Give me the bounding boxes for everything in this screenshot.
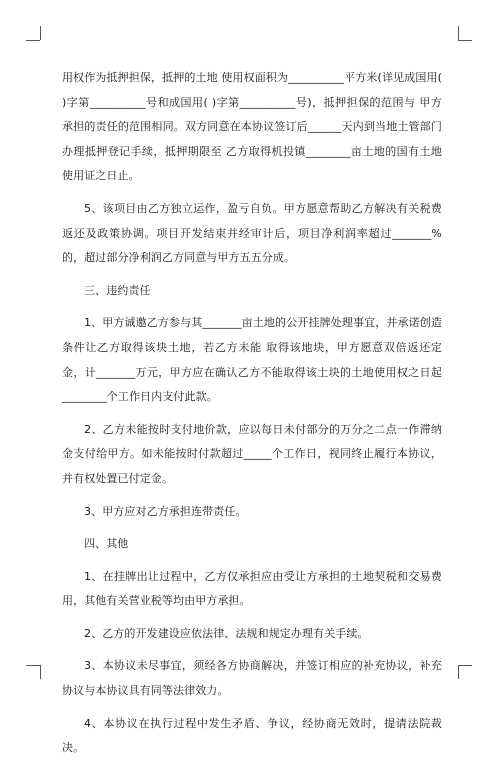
paragraph-breach-1: 1、甲方诚邀乙方参与其_______亩土地的公开挂牌处理事宜，并承诺创造条件让乙方取得该块土地，若乙方未能 取得该地块，甲方愿意双倍返还定金，计_______万元，甲方应在确认乙方不能取得该土块的土地使用权之日起________个工作日内支付此款。 (62, 316, 442, 404)
document-body (62, 66, 442, 761)
paragraph-other-4: 4、本协议在执行过程中发生矛盾、争议，经协商无效时，提请法院裁决。 (62, 716, 442, 755)
paragraph-other-1: 1、在挂牌出让过程中，乙方仅承担应由受让方承担的土地契税和交易费用，其他有关营业税等均由甲方承担。 (62, 569, 442, 608)
section-heading-breach: 三、违约责任 (84, 283, 151, 297)
paragraph-other-3: 3、本协议未尽事宜，须经各方协商解决，并签订相应的补充协议，补充协议与本协议具有同等法律效力。 (62, 659, 442, 698)
section-heading-other: 四、其他 (84, 537, 129, 551)
paragraph-item-5: 5、该项目由乙方独立运作，盈亏自负。甲方愿意帮助乙方解决有关税费返还及政策协调。项目开发结束并经审计后，项目净利润率超过_______%的，超过部分净利润乙方同意与甲方五五分成。 (62, 201, 442, 265)
paragraph-breach-2: 2、乙方未能按时支付地价款，应以每日未付部分的万分之二点一作滞纳金支付给甲方。如未能按时付款超过_____个工作日，视同终止履行本协议，并有权处置已付定金。 (62, 422, 442, 485)
paragraph-breach-3: 3、甲方应对乙方承担连带责任。 (84, 504, 247, 518)
paragraph-mortgage-terms: 用权作为抵押担保，抵押的土地 使用权面积为__________平方米(详见成国用( )字第__________号和成国用( )字第__________号)，抵押担保的范围与 甲方承担的责任的范围相同。双方同意在本协议签订后______天内到当地土管部门办理抵押登记手续，抵押期限至 乙方取得机投镇________亩土地的国有土地使用证之日止。 (62, 71, 442, 183)
paragraph-other-2: 2、乙方的开发建设应依法律、法规和规定办理有关手续。 (84, 626, 369, 640)
